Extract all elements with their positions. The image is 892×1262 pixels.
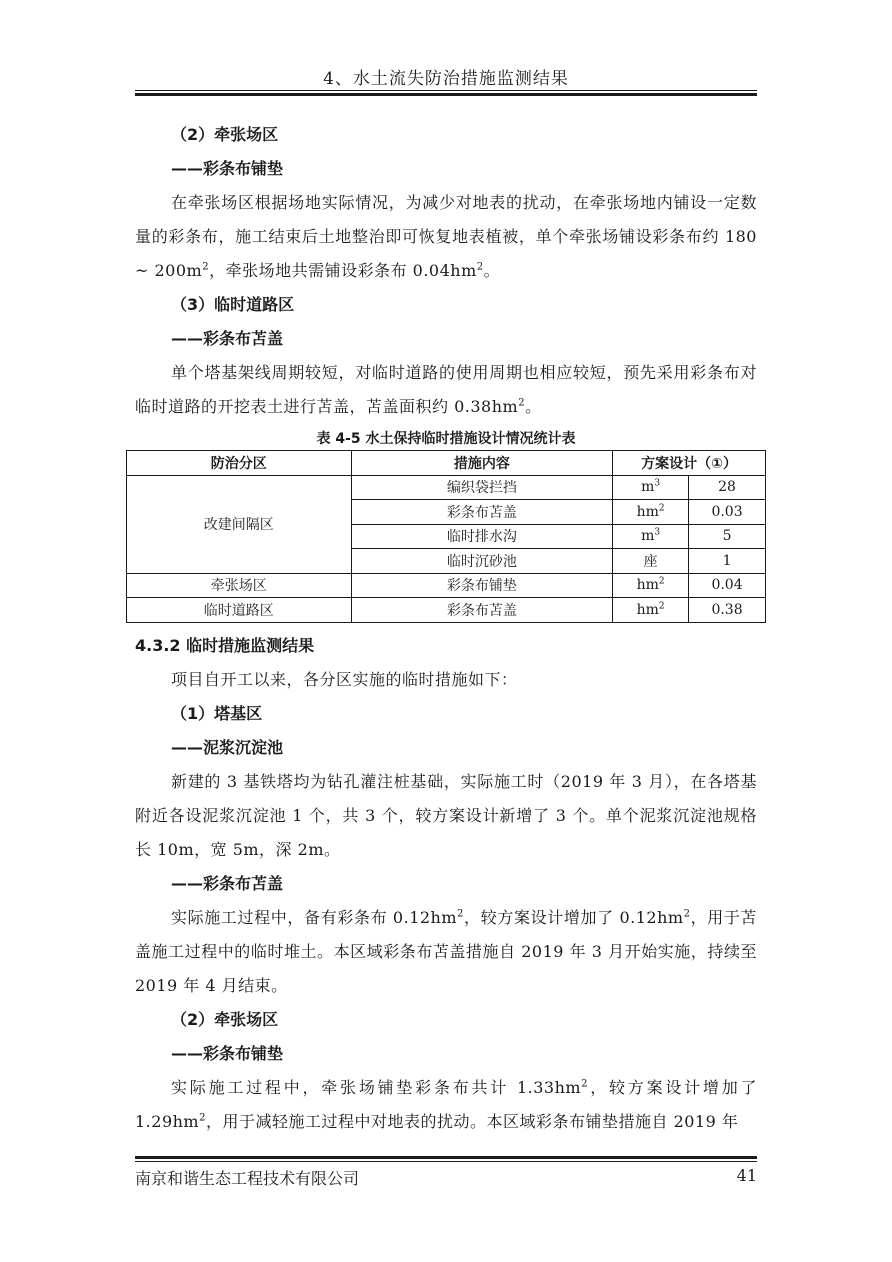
value-cell: 5 bbox=[689, 524, 766, 549]
paragraph-text: 。 bbox=[483, 261, 501, 280]
col-header-design: 方案设计（①） bbox=[613, 451, 766, 476]
bottom-sections bbox=[135, 629, 757, 1139]
paragraph-text: 新建的 3 基铁塔均为钻孔灌注桩基础，实际施工时（2019 年 3 月），在各塔基附近各设泥浆沉淀池 1 个，共 3 个，较方案设计新增了 3 个。单个泥浆沉淀池规格长 10m，宽 5m，深 2m。 bbox=[135, 771, 757, 859]
superscript: 2 bbox=[457, 908, 464, 920]
measure-cell: 临时沉砂池 bbox=[351, 549, 613, 574]
paragraph bbox=[135, 663, 757, 697]
paragraph-text: 在牵张场区根据场地实际情况，为减少对地表的扰动，在牵张场地内铺设一定数量的彩条布，施工结束后土地整治即可恢复地表植被，单个牵张场铺设彩条布约 180 ~ 200m bbox=[135, 193, 757, 280]
measure-cell: 编织袋拦挡 bbox=[351, 475, 613, 500]
superscript: 2 bbox=[202, 261, 210, 273]
footer-company: 南京和谐生态工程技术有限公司 bbox=[135, 1169, 360, 1188]
measure-cell: 彩条布苫盖 bbox=[351, 500, 613, 525]
paragraph-text: 实际施工过程中，牵张场铺垫彩条布共计 1.33hm bbox=[171, 1077, 582, 1097]
unit-text: hm bbox=[636, 601, 659, 618]
unit-superscript: 3 bbox=[654, 478, 661, 489]
paragraph bbox=[135, 1071, 757, 1139]
superscript: 2 bbox=[683, 908, 691, 920]
unit-text: m bbox=[641, 479, 655, 496]
unit-text: 座 bbox=[643, 553, 658, 570]
unit-superscript: 2 bbox=[658, 576, 665, 587]
section-heading: （1）塔基区 bbox=[171, 703, 263, 723]
unit-text: hm bbox=[636, 577, 659, 594]
table-row bbox=[127, 475, 766, 500]
footer-rule-thick bbox=[135, 1156, 757, 1159]
paragraph bbox=[135, 186, 757, 288]
table-body bbox=[127, 475, 766, 622]
unit-superscript: 2 bbox=[658, 601, 665, 612]
paragraph-text: ，用于减轻施工过程中对地表的扰动。本区域彩条布铺垫措施自 2019 年 bbox=[205, 1111, 739, 1131]
table-caption: 表 4-5 水土保持临时措施设计情况统计表 bbox=[316, 431, 576, 447]
paragraph-text: ，较方案设计增加了 0.12hm bbox=[463, 907, 684, 927]
measures-table bbox=[126, 450, 766, 623]
measure-cell: 临时排水沟 bbox=[351, 524, 613, 549]
zone-cell: 改建间隔区 bbox=[127, 475, 352, 573]
page-header-title: 4、水土流失防治措施监测结果 bbox=[323, 69, 569, 89]
value-cell: 0.04 bbox=[689, 573, 766, 598]
section-heading: （2）牵张场区 bbox=[171, 125, 279, 144]
section-heading: ——彩条布铺垫 bbox=[171, 159, 284, 178]
superscript: 2 bbox=[476, 261, 484, 273]
unit-superscript: 2 bbox=[658, 503, 665, 514]
measure-cell: 彩条布苫盖 bbox=[351, 598, 613, 623]
zone-cell: 牵张场区 bbox=[127, 573, 352, 598]
paragraph-text: ，较方案设计增加了 1.29hm bbox=[135, 1077, 757, 1131]
section-heading: ——彩条布苫盖 bbox=[171, 873, 284, 893]
unit-cell bbox=[613, 549, 689, 574]
header-rule-thick bbox=[135, 93, 757, 96]
paragraph-text: 项目自开工以来，各分区实施的临时措施如下： bbox=[171, 669, 518, 689]
table-header-row bbox=[127, 451, 766, 476]
page-number: 41 bbox=[736, 1166, 757, 1185]
subsection-heading: 4.3.2 临时措施监测结果 bbox=[135, 635, 315, 655]
section-heading: ——彩条布铺垫 bbox=[171, 1043, 284, 1063]
superscript: 2 bbox=[518, 397, 526, 409]
document-body bbox=[135, 118, 757, 1139]
unit-cell bbox=[613, 475, 689, 500]
paragraph-text: 单个塔基架线周期较短，对临时道路的使用周期也相应较短，预先采用彩条布对临时道路的开挖表土进行苫盖，苫盖面积约 0.38hm bbox=[135, 363, 757, 416]
unit-cell bbox=[613, 598, 689, 623]
paragraph-text: 。 bbox=[525, 397, 542, 416]
superscript: 2 bbox=[581, 1078, 588, 1090]
unit-text: hm bbox=[636, 503, 659, 520]
footer-rule-thin bbox=[135, 1161, 757, 1162]
table-row bbox=[127, 573, 766, 598]
paragraph bbox=[135, 901, 757, 1003]
paragraph-text: ，用于苫盖施工过程中的临时堆土。本区域彩条布苫盖措施自 2019 年 3 月开始实施，持续至 2019 年 4 月结束。 bbox=[135, 907, 757, 995]
section-heading: ——泥浆沉淀池 bbox=[171, 737, 284, 757]
unit-cell bbox=[613, 500, 689, 525]
section-heading: （3）临时道路区 bbox=[171, 295, 295, 314]
unit-text: m bbox=[641, 528, 655, 545]
section-heading: （2）牵张场区 bbox=[171, 1009, 279, 1029]
table-row bbox=[127, 598, 766, 623]
unit-superscript: 3 bbox=[654, 527, 661, 538]
superscript: 2 bbox=[199, 1112, 206, 1124]
header-rule-thin bbox=[135, 90, 757, 91]
paragraph bbox=[135, 765, 757, 867]
section-heading: ——彩条布苫盖 bbox=[171, 329, 284, 348]
paragraph-text: ，牵张场地共需铺设彩条布 0.04hm bbox=[209, 261, 477, 280]
value-cell: 0.03 bbox=[689, 500, 766, 525]
unit-cell bbox=[613, 573, 689, 598]
zone-cell: 临时道路区 bbox=[127, 598, 352, 623]
value-cell: 1 bbox=[689, 549, 766, 574]
value-cell: 0.38 bbox=[689, 598, 766, 623]
paragraph bbox=[135, 356, 757, 424]
paragraph-text: 实际施工过程中，备有彩条布 0.12hm bbox=[171, 907, 458, 927]
col-header-measure: 措施内容 bbox=[351, 451, 613, 476]
top-sections bbox=[135, 118, 757, 424]
unit-cell bbox=[613, 524, 689, 549]
value-cell: 28 bbox=[689, 475, 766, 500]
measure-cell: 彩条布铺垫 bbox=[351, 573, 613, 598]
col-header-zone: 防治分区 bbox=[127, 451, 352, 476]
